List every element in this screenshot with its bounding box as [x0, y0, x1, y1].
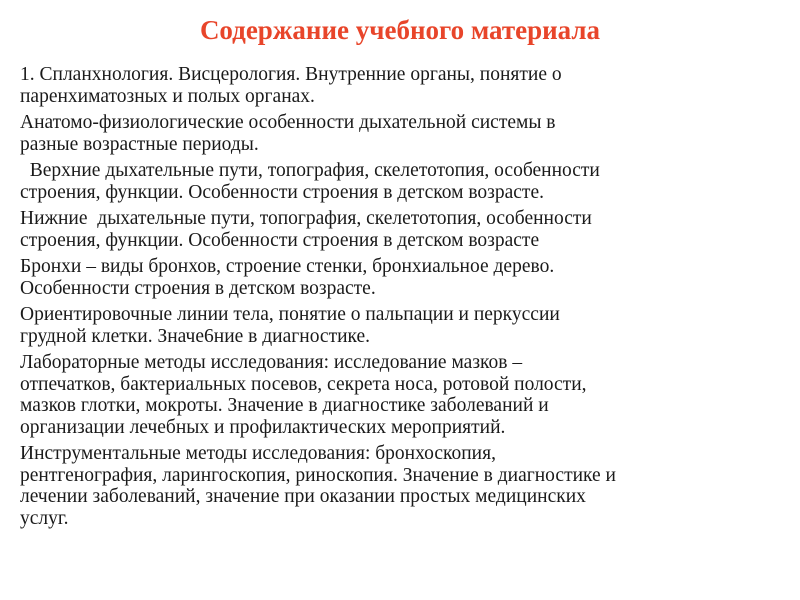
paragraph-line: Ориентировочные линии тела, понятие о пальпации и перкуссии [20, 304, 560, 325]
paragraph-line: грудной клетки. Значе6ние в диагностике. [20, 325, 371, 347]
paragraph-line: Инструментальные методы исследования: бронхоскопия, [20, 443, 496, 464]
paragraph-line: отпечатков, бактериальных посевов, секрета носа, ротовой полости, [20, 373, 587, 395]
content-paragraph [20, 256, 788, 299]
paragraph-line: мазков глотки, мокроты. Значение в диагностике заболеваний и [20, 395, 549, 416]
content-paragraph [20, 304, 788, 347]
paragraph-line: Лабораторные методы исследования: исследование мазков – [20, 352, 523, 373]
paragraph-line: 1. Спланхнология. Висцерология. Внутренние органы, понятие о [20, 64, 562, 85]
content-paragraph [20, 64, 788, 107]
content-paragraph [20, 208, 788, 251]
paragraph-line: Анатомо-физиологические особенности дыхательной системы в [20, 112, 556, 133]
content-list [20, 64, 788, 529]
paragraph-line: услуг. [20, 507, 69, 529]
paragraph-line: Особенности строения в детском возрасте. [20, 277, 376, 299]
slide-title: Содержание учебного материала [199, 15, 601, 45]
content-paragraph [20, 443, 788, 529]
paragraph-line: Бронхи – виды бронхов, строение стенки, бронхиальное дерево. [20, 256, 555, 277]
paragraph-line: Верхние дыхательные пути, топография, скелетотопия, особенности [20, 160, 600, 181]
paragraph-line: строения, функции. Особенности строения в детском возрасте [20, 229, 540, 251]
content-paragraph [20, 352, 788, 438]
paragraph-line: рентгенография, ларингоскопия, риноскопия. Значение в диагностике и [20, 464, 616, 486]
paragraph-line: паренхиматозных и полых органах. [20, 85, 315, 107]
paragraph-line: строения, функции. Особенности строения в детском возрасте. [20, 181, 544, 203]
content-paragraph [20, 112, 788, 155]
content-paragraph [20, 160, 788, 203]
paragraph-line: организации лечебных и профилактических мероприятий. [20, 416, 506, 438]
paragraph-line: Нижние дыхательные пути, топография, скелетотопия, особенности [20, 208, 592, 229]
paragraph-line: лечении заболеваний, значение при оказании простых медицинских [20, 486, 586, 507]
paragraph-line: разные возрастные периоды. [20, 133, 259, 155]
